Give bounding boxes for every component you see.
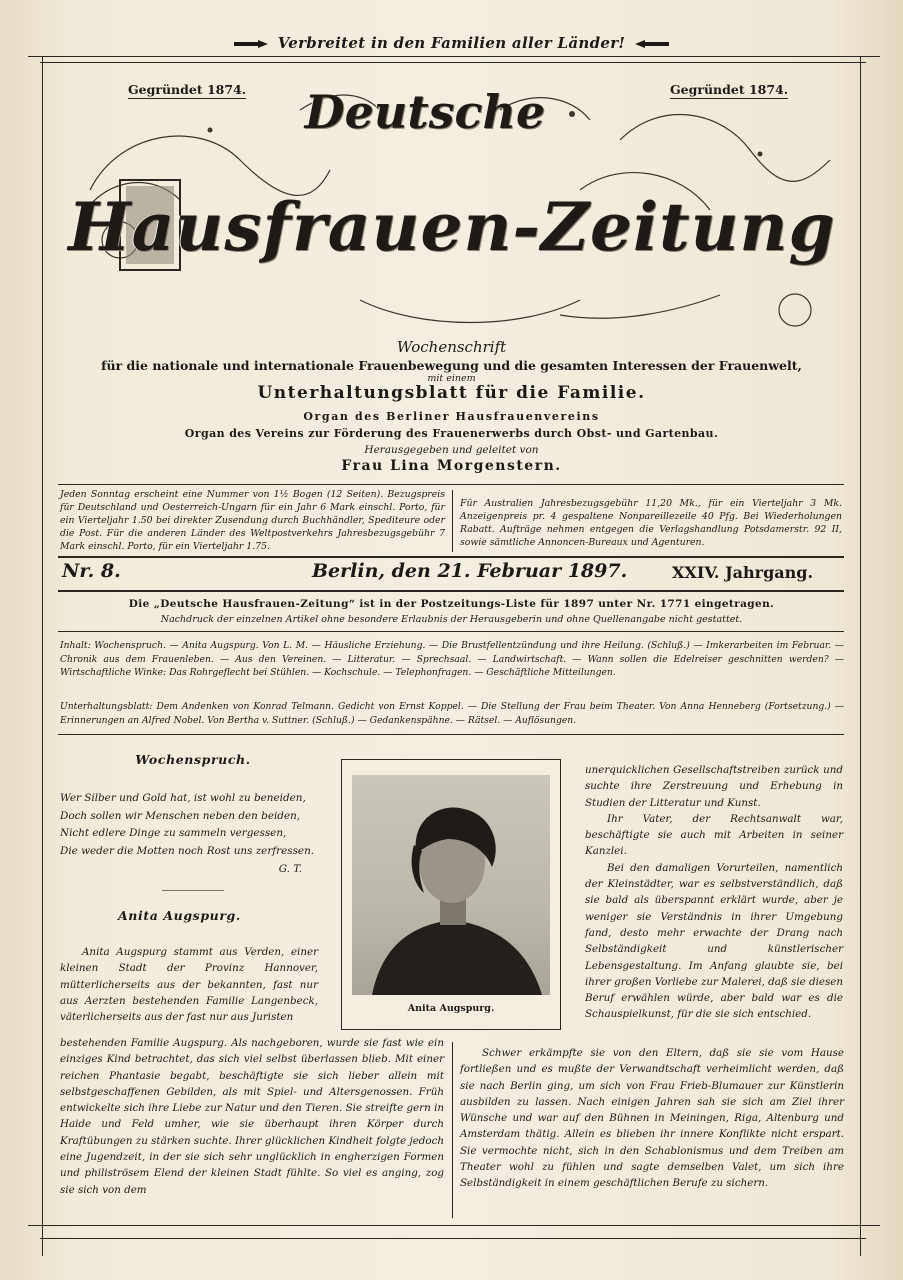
frame-top-rule-inner xyxy=(40,62,866,63)
subtitle-herausgegeben: Herausgegeben und geleitet von xyxy=(364,444,539,456)
portrait-photo xyxy=(352,775,550,995)
issue-volume: XXIV. Jahrgang. xyxy=(672,563,814,582)
frame-top-rule xyxy=(28,56,880,57)
frame-bottom-rule-inner xyxy=(40,1238,866,1239)
portrait-caption: Anita Augspurg. xyxy=(407,1003,495,1014)
portrait-figure-image xyxy=(352,775,550,995)
masthead-title-line1: Deutsche xyxy=(304,85,546,139)
info-box-left: Jeden Sonntag erscheint eine Nummer von 1½ Bogen (12 Seiten). Bezugspreis für Deutschland und Oesterreich-Ungarn für ein Jahr 6 Mark einschl. Porto, für ein Vierteljahr 1.50 bei direkter Zusendung durch Buchhändler, Spediteure oder die Post. Für die anderen Länder des Weltpostverkehrs Jahresbezugsgebühr 7 Mark einschl. Porto, für ein Vierteljahr 1.75. xyxy=(60,489,445,552)
issue-date: Berlin, den 21. Februar 1897. xyxy=(312,560,628,582)
article-column-3 xyxy=(585,762,843,1023)
info-box-top-rule xyxy=(58,484,844,485)
article-heading: Anita Augspurg. xyxy=(118,908,241,923)
subtitle-mit-einem: mit einem xyxy=(427,373,476,384)
article-paragraph: bestehenden Familie Augspurg. Als nachgeboren, wurde sie fast wie ein einziges Kind betrachtet, das sich viel selbst überlassen blieb. Mit einer reichen Phantasie begabt, beschäftigte sie sich lieber allein mit selbstgeschaffenen Gebilden, als mit Spiel- und Altersgenossen. Früh entwickelte sich ihre Liebe zur Natur und den Tieren. Sie streifte gern in Haide und Feld umher, wie sie überhaupt ihren Körper durch Kraftübungen zu stärken suchte. Ihrer glücklichen Kindheit folgte jedoch eine Jugendzeit, in der sie sich sehr unglücklich in engherzigen Formen und philiströsem Elend der kleinen Stadt fühlte. So viel es anging, zog sie sich von dem xyxy=(60,1037,444,1196)
article-paragraph: Schwer erkämpfte sie von den Eltern, daß sie sie vom Hause fortließen und es mußte der Verwandtschaft verheimlicht werden, daß sie nach Berlin ging, um sich von Frau Frieb-Blumauer zur Künstlerin ausbilden zu lassen. Nach einigen Jahren sah sie sich am Ziel ihrer Wünsche und war auf den Bühnen in Meiningen, Riga, Altenburg und Amsterdam thätig. Allein es blieben ihr innere Konflikte nicht erspart. Sie vermochte nicht, sich in den Schablonismus und dem Treiben am Theater wohl zu fühlen und sagte demselben Valet, um sich ihre Selbständigkeit in einem geschäftlichen Berufe zu sichern. xyxy=(460,1047,844,1190)
contents-rule xyxy=(58,734,844,735)
frame-left-rule xyxy=(42,56,43,1256)
article-paragraph: Ihr Vater, der Rechtsanwalt war, beschäftigte sie auch mit Arbeiten in seiner Kanzlei. xyxy=(585,812,843,858)
founded-left: Gegründet 1874. xyxy=(128,82,247,97)
pointing-hand-left-icon xyxy=(631,38,671,50)
poem-line: Die weder die Motten noch Rost uns zerfressen. xyxy=(60,845,315,858)
motto-text: Verbreitet in den Familien aller Länder! xyxy=(277,34,626,52)
subtitle-wochenschrift: Wochenschrift xyxy=(396,338,507,356)
founded-right: Gegründet 1874. xyxy=(670,82,789,97)
post-notice: Die „Deutsche Hausfrauen-Zeitung“ ist in der Postzeitungs-Liste für 1897 unter Nr. 1771 eingetragen. xyxy=(128,598,775,610)
subtitle-editor: Frau Lina Morgenstern. xyxy=(341,458,562,474)
portrait-frame xyxy=(341,759,561,1030)
issue-number: Nr. 8. xyxy=(62,560,121,582)
notice-rule xyxy=(58,631,844,632)
issue-rule xyxy=(58,590,844,592)
poem-line: Doch sollen wir Menschen neben den beiden, xyxy=(60,809,301,822)
subtitle-description: für die nationale und internationale Frauenbewegung und die gesamten Interessen der Frauenwelt, xyxy=(101,358,802,373)
frame-bottom-rule xyxy=(28,1225,880,1226)
info-box-right: Für Australien Jahresbezugsgebühr 11,20 Mk., für ein Vierteljahr 3 Mk. Anzeigenpreis pr. 4 gespaltene Nonpareillezeile 40 Pfg. Bei Wiederholungen Rabatt. Aufträge nehmen entgegen die Verlagshandlung Potsdamerstr. 92 II, sowie sämtliche Annoncen-Bureaux und Agenturen. xyxy=(460,498,842,548)
poem-signature: G. T. xyxy=(278,862,302,875)
contents-inhalt: Inhalt: Wochenspruch. — Anita Augspurg. Von L. M. — Häusliche Erziehung. — Die Brustfellentzündung und ihre Heilung. (Schluß.) — Imkerarbeiten im Februar. — Chronik aus dem Frauenleben. — Aus den Vereinen. — Litteratur. — Sprechsaal. — Landwirtschaft. — Wann sollen die Edelreiser geschnitten werden? — Wirtschaftliche Winke: Das Rohrgeflecht bei Stühlen. — Kochschule. — Telephonfragen. — Geschäftliche Mitteilungen. xyxy=(60,640,844,679)
article-column-1 xyxy=(60,944,318,1025)
poem-line: Wer Silber und Gold hat, ist wohl zu beneiden, xyxy=(60,792,306,804)
article-paragraph: Anita Augspurg stammt aus Verden, einer kleinen Stadt der Provinz Hannover, mütterlicherseits aus der bekannten, fast nur aus Aerzten bestehenden Familie Langenbeck, väterlicherseits aus der fast nur aus Juristen xyxy=(60,946,318,1024)
subtitle-organ-berlin: Organ des Berliner Hausfrauenvereins xyxy=(303,410,600,423)
article-column-wide xyxy=(60,1035,444,1198)
info-box-divider xyxy=(452,490,453,552)
article-paragraph: Bei den damaligen Vorurteilen, namentlich der Kleinstädter, war es selbstverständlich, daß sie bald als überspannt erklärt wurde, aber je weniger sie Verständnis in ihrer Umgebung fand, desto mehr erwachte der Drang nach Selbständigkeit und künstlerischer Lebensgestaltung. Im Anfang glaubte sie, bei ihrer großen Vorliebe zur Malerei, daß sie diesen Beruf erwählen würde, aber bald war es die Schauspielkunst, für die sie sich entschied. xyxy=(585,861,843,1021)
info-box-bottom-rule xyxy=(58,556,844,558)
subtitle-organ-verein: Organ des Vereins zur Förderung des Frauenerwerbs durch Obst- und Gartenbau. xyxy=(184,427,719,440)
reprint-notice: Nachdruck der einzelnen Artikel ohne besondere Erlaubnis der Herausgeberin und ohne Quellenangabe nicht gestattet. xyxy=(160,614,743,625)
motto-line xyxy=(0,34,903,52)
article-paragraph: unerquicklichen Gesellschaftstreiben zurück und suchte ihre Zerstreuung und Erhebung in Studien der Litteratur und Kunst. xyxy=(585,764,843,809)
subtitle-unterhaltungsblatt: Unterhaltungsblatt für die Familie. xyxy=(257,383,646,403)
wochenspruch-heading: Wochenspruch. xyxy=(135,752,251,767)
pointing-hand-right-icon xyxy=(232,38,272,50)
frame-right-rule xyxy=(860,56,861,1256)
article-column-4 xyxy=(460,1045,844,1192)
column-divider xyxy=(452,1042,453,1218)
contents-unterhaltungsblatt: Unterhaltungsblatt: Dem Andenken von Konrad Telmann. Gedicht von Ernst Koppel. — Die Stellung der Frau beim Theater. Von Anna Henneberg (Fortsetzung.) — Erinnerungen an Alfred Nobel. Von Bertha v. Suttner. (Schluß.) — Gedankenspähne. — Rätsel. — Auflösungen. xyxy=(60,701,844,726)
masthead-title-line2: Hausfrauen-Zeitung xyxy=(68,188,836,266)
wochenspruch-poem xyxy=(60,790,330,879)
section-divider xyxy=(162,890,224,891)
poem-line: Nicht edlere Dinge zu sammeln vergessen, xyxy=(60,827,287,840)
